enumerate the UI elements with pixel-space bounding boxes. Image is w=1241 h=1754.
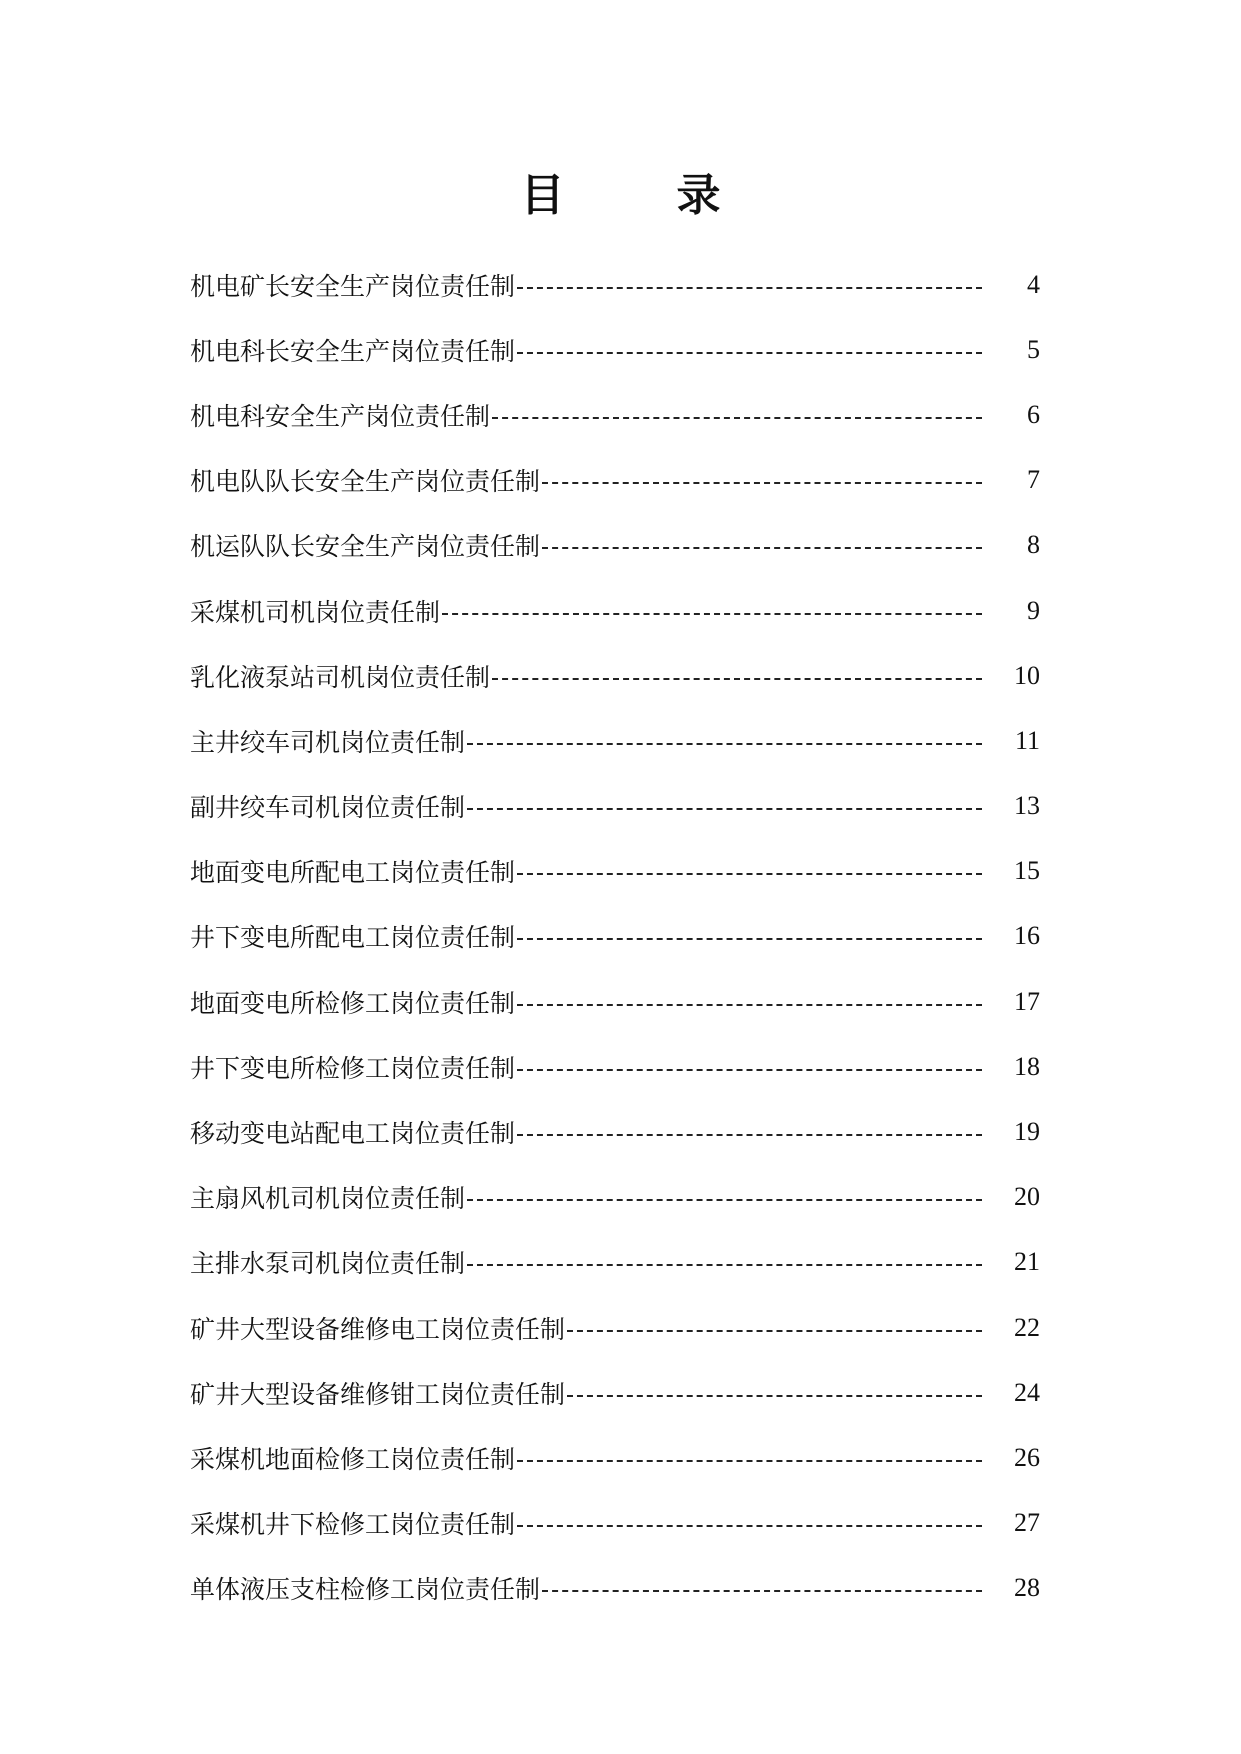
toc-dot-leader (467, 1197, 982, 1201)
toc-entry-page: 10 (1014, 660, 1040, 690)
toc-dot-leader (442, 611, 982, 615)
toc-dot-leader (517, 1132, 982, 1136)
toc-entry-label: 地面变电所检修工岗位责任制 (190, 988, 516, 1018)
page-title-part1: 目 (520, 170, 565, 221)
toc-entry-page: 19 (1014, 1117, 1040, 1147)
toc-entry-page: 6 (1027, 399, 1040, 429)
toc-entry[interactable] (190, 904, 1040, 969)
toc-entry-page: 9 (1027, 595, 1040, 625)
toc-dot-leader (517, 1002, 982, 1006)
toc-entry-label: 井下变电所配电工岗位责任制 (190, 923, 516, 953)
toc-entry-page: 24 (1014, 1377, 1040, 1407)
toc-entry-page: 4 (1027, 269, 1040, 299)
toc-entry[interactable] (190, 1556, 1040, 1621)
toc-dot-leader (492, 415, 982, 419)
toc-entry[interactable] (190, 1295, 1040, 1360)
page-title (0, 168, 1241, 224)
toc-entry[interactable] (190, 708, 1040, 773)
toc-entry-page: 18 (1014, 1051, 1040, 1081)
toc-entry[interactable] (190, 1034, 1040, 1099)
toc-entry-label: 矿井大型设备维修钳工岗位责任制 (190, 1379, 566, 1409)
toc-entry[interactable] (190, 448, 1040, 513)
page-title-part2: 录 (676, 170, 721, 221)
toc-entry-label: 采煤机司机岗位责任制 (190, 597, 441, 627)
toc-entry-page: 7 (1027, 465, 1040, 495)
toc-entry-label: 机电队队长安全生产岗位责任制 (190, 467, 541, 497)
toc-entry[interactable] (190, 1165, 1040, 1230)
toc-dot-leader (542, 1588, 982, 1592)
toc-entry-label: 主排水泵司机岗位责任制 (190, 1249, 466, 1279)
toc-dot-leader (517, 350, 982, 354)
toc-entry[interactable] (190, 643, 1040, 708)
toc-entry[interactable] (190, 1230, 1040, 1295)
toc-dot-leader (517, 1067, 982, 1071)
toc-dot-leader (567, 1328, 982, 1332)
toc-entry-page: 27 (1014, 1508, 1040, 1538)
toc-entry-label: 主井绞车司机岗位责任制 (190, 727, 466, 757)
toc-entry-label: 机电科长安全生产岗位责任制 (190, 336, 516, 366)
toc-entry-label: 乳化液泵站司机岗位责任制 (190, 662, 491, 692)
toc-entry-page: 22 (1014, 1312, 1040, 1342)
toc-entry-label: 采煤机地面检修工岗位责任制 (190, 1444, 516, 1474)
toc-entry-label: 单体液压支柱检修工岗位责任制 (190, 1575, 541, 1605)
toc-entry[interactable] (190, 382, 1040, 447)
toc-dot-leader (517, 285, 982, 289)
toc-entry[interactable] (190, 839, 1040, 904)
toc-dot-leader (542, 545, 982, 549)
toc-dot-leader (567, 1393, 982, 1397)
toc-entry[interactable] (190, 317, 1040, 382)
toc-entry-label: 主扇风机司机岗位责任制 (190, 1184, 466, 1214)
toc-entry-page: 28 (1014, 1573, 1040, 1603)
toc-dot-leader (517, 936, 982, 940)
toc-entry-label: 机电矿长安全生产岗位责任制 (190, 271, 516, 301)
toc-dot-leader (517, 1523, 982, 1527)
toc-entry-page: 21 (1014, 1247, 1040, 1277)
toc-entry-page: 16 (1014, 921, 1040, 951)
toc-entry-page: 5 (1027, 334, 1040, 364)
toc-entry-page: 17 (1014, 986, 1040, 1016)
toc-entry-page: 8 (1027, 530, 1040, 560)
toc-entry[interactable] (190, 969, 1040, 1034)
toc-entry-page: 15 (1014, 856, 1040, 886)
toc-entry-page: 20 (1014, 1182, 1040, 1212)
toc-dot-leader (517, 1458, 982, 1462)
toc-entry[interactable] (190, 1360, 1040, 1425)
toc-dot-leader (467, 741, 982, 745)
toc-dot-leader (492, 676, 982, 680)
toc-entry[interactable] (190, 1425, 1040, 1490)
toc-entry-page: 13 (1014, 791, 1040, 821)
toc-entry-label: 副井绞车司机岗位责任制 (190, 793, 466, 823)
table-of-contents (190, 252, 1040, 1621)
toc-entry-label: 机电科安全生产岗位责任制 (190, 401, 491, 431)
toc-entry[interactable] (190, 578, 1040, 643)
toc-dot-leader (467, 1262, 982, 1266)
toc-entry-label: 移动变电站配电工岗位责任制 (190, 1119, 516, 1149)
toc-entry[interactable] (190, 252, 1040, 317)
toc-dot-leader (467, 806, 982, 810)
toc-entry[interactable] (190, 1491, 1040, 1556)
toc-entry-page: 11 (1014, 725, 1040, 755)
toc-entry-label: 机运队队长安全生产岗位责任制 (190, 532, 541, 562)
toc-entry-label: 矿井大型设备维修电工岗位责任制 (190, 1314, 566, 1344)
toc-entry-label: 采煤机井下检修工岗位责任制 (190, 1510, 516, 1540)
toc-entry-page: 26 (1014, 1442, 1040, 1472)
toc-dot-leader (517, 871, 982, 875)
toc-entry[interactable] (190, 1099, 1040, 1164)
toc-entry[interactable] (190, 513, 1040, 578)
toc-entry-label: 井下变电所检修工岗位责任制 (190, 1053, 516, 1083)
toc-dot-leader (542, 480, 982, 484)
toc-entry[interactable] (190, 774, 1040, 839)
toc-entry-label: 地面变电所配电工岗位责任制 (190, 858, 516, 888)
